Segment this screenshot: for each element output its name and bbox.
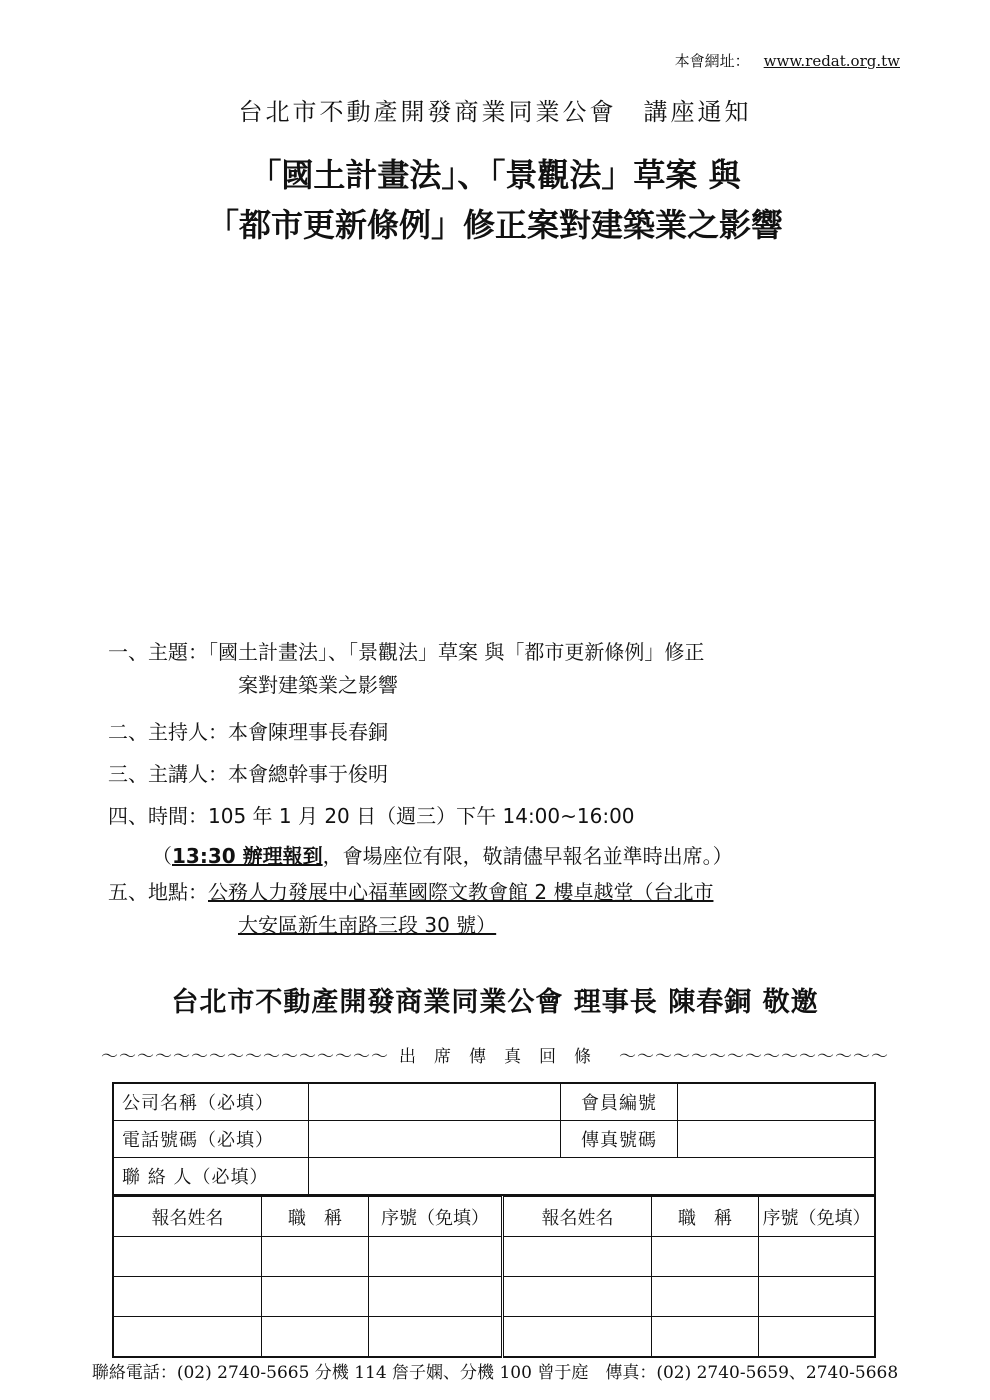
table-row (113, 1237, 875, 1277)
table-cell (262, 1237, 369, 1277)
phone-label: 電話號碼（必填） (113, 1121, 309, 1158)
member-no-field (678, 1083, 876, 1121)
table-cell (759, 1317, 876, 1358)
org-announcement-line: 台北市不動產開發商業同業公會 講座通知 (238, 98, 752, 126)
table-cell (503, 1277, 652, 1317)
table-cell (113, 1237, 262, 1277)
topic-line-1: 「國土計畫法」、「景觀法」草案 與「都市更新條例」修正 (208, 640, 705, 664)
speaker-label: 三、主講人： (108, 762, 228, 786)
column-header: 序號（免填） (759, 1197, 876, 1237)
table-row (113, 1317, 875, 1358)
table-cell (262, 1317, 369, 1358)
agenda-speaker (108, 758, 898, 791)
site-url-line (675, 50, 900, 71)
table-row (113, 1083, 875, 1121)
table-header-row (113, 1197, 875, 1237)
column-header: 職 稱 (652, 1197, 759, 1237)
speaker-value: 本會總幹事于俊明 (228, 762, 388, 786)
time-value: 105 年 1 月 20 日（週三）下午 14:00~16:00 (208, 804, 635, 828)
tilde-right: ～～～～～～～～～～～～～～～ (619, 1047, 889, 1067)
agenda-time (108, 800, 898, 833)
closing-signature: 台北市不動產開發商業同業公會 理事長 陳春銅 敬邀 (171, 987, 819, 1018)
agenda-place (108, 876, 898, 942)
site-url-label: 本會網址： (674, 52, 750, 70)
table-cell (113, 1317, 262, 1358)
table-cell (369, 1277, 503, 1317)
attendee-names-table (112, 1196, 876, 1358)
fax-field (678, 1121, 876, 1158)
topic-line-2: 案對建築業之影響 (238, 673, 398, 697)
reply-slip-heading: 出席傳真回條 (399, 1047, 609, 1067)
table-cell (652, 1237, 759, 1277)
table-cell (652, 1317, 759, 1358)
column-header: 職 稱 (262, 1197, 369, 1237)
member-no-label: 會員編號 (561, 1083, 678, 1121)
column-header: 報名姓名 (503, 1197, 652, 1237)
column-header: 報名姓名 (113, 1197, 262, 1237)
table-cell (759, 1277, 876, 1317)
table-cell (262, 1277, 369, 1317)
notice-title-line-1: 「國土計畫法」、「景觀法」草案 與 (249, 156, 741, 194)
agenda-time-note (152, 840, 942, 873)
table-cell (759, 1237, 876, 1277)
company-name-field (309, 1083, 561, 1121)
site-url-link: www.redat.org.tw (763, 52, 900, 70)
time-label: 四、時間： (108, 804, 208, 828)
table-cell (503, 1317, 652, 1358)
registration-time: 13:30 辦理報到 (172, 844, 323, 868)
tilde-left: ～～～～～～～～～～～～～～～～ (101, 1047, 389, 1067)
table-row (113, 1158, 875, 1196)
time-note-rest: ，會場座位有限，敬請儘早報名並準時出席。） (322, 844, 733, 868)
host-value: 本會陳理事長春銅 (228, 720, 388, 744)
contact-label: 聯 絡 人（必填） (113, 1158, 309, 1196)
reply-slip-divider (40, 1042, 950, 1067)
column-header: 序號（免填） (369, 1197, 503, 1237)
time-note-open: （ (152, 844, 172, 868)
topic-label: 一、主題： (108, 640, 208, 664)
registration-info-table (112, 1082, 876, 1196)
notice-title-line-2: 「都市更新條例」修正案對建築業之影響 (206, 206, 783, 244)
host-label: 二、主持人： (108, 720, 228, 744)
contact-field (309, 1158, 876, 1196)
table-cell (113, 1277, 262, 1317)
table-cell (652, 1277, 759, 1317)
agenda-topic (108, 636, 898, 702)
place-line-2: 大安區新生南路三段 30 號） (238, 913, 497, 937)
company-name-label: 公司名稱（必填） (113, 1083, 309, 1121)
agenda-host (108, 716, 898, 749)
table-cell (369, 1237, 503, 1277)
contact-footer: 聯絡電話：(02) 2740-5665 分機 114 詹子嫻、分機 100 曾于庭 傳真：(02) 2740-5659、2740-5668 (91, 1363, 899, 1383)
place-line-1: 公務人力發展中心福華國際文教會館 2 樓卓越堂（台北市 (208, 880, 714, 904)
table-cell (503, 1237, 652, 1277)
table-row (113, 1121, 875, 1158)
place-label: 五、地點： (108, 880, 208, 904)
place-line-2-wrap (108, 909, 898, 942)
table-cell (369, 1317, 503, 1358)
table-row (113, 1277, 875, 1317)
phone-field (309, 1121, 561, 1158)
fax-label: 傳真號碼 (561, 1121, 678, 1158)
